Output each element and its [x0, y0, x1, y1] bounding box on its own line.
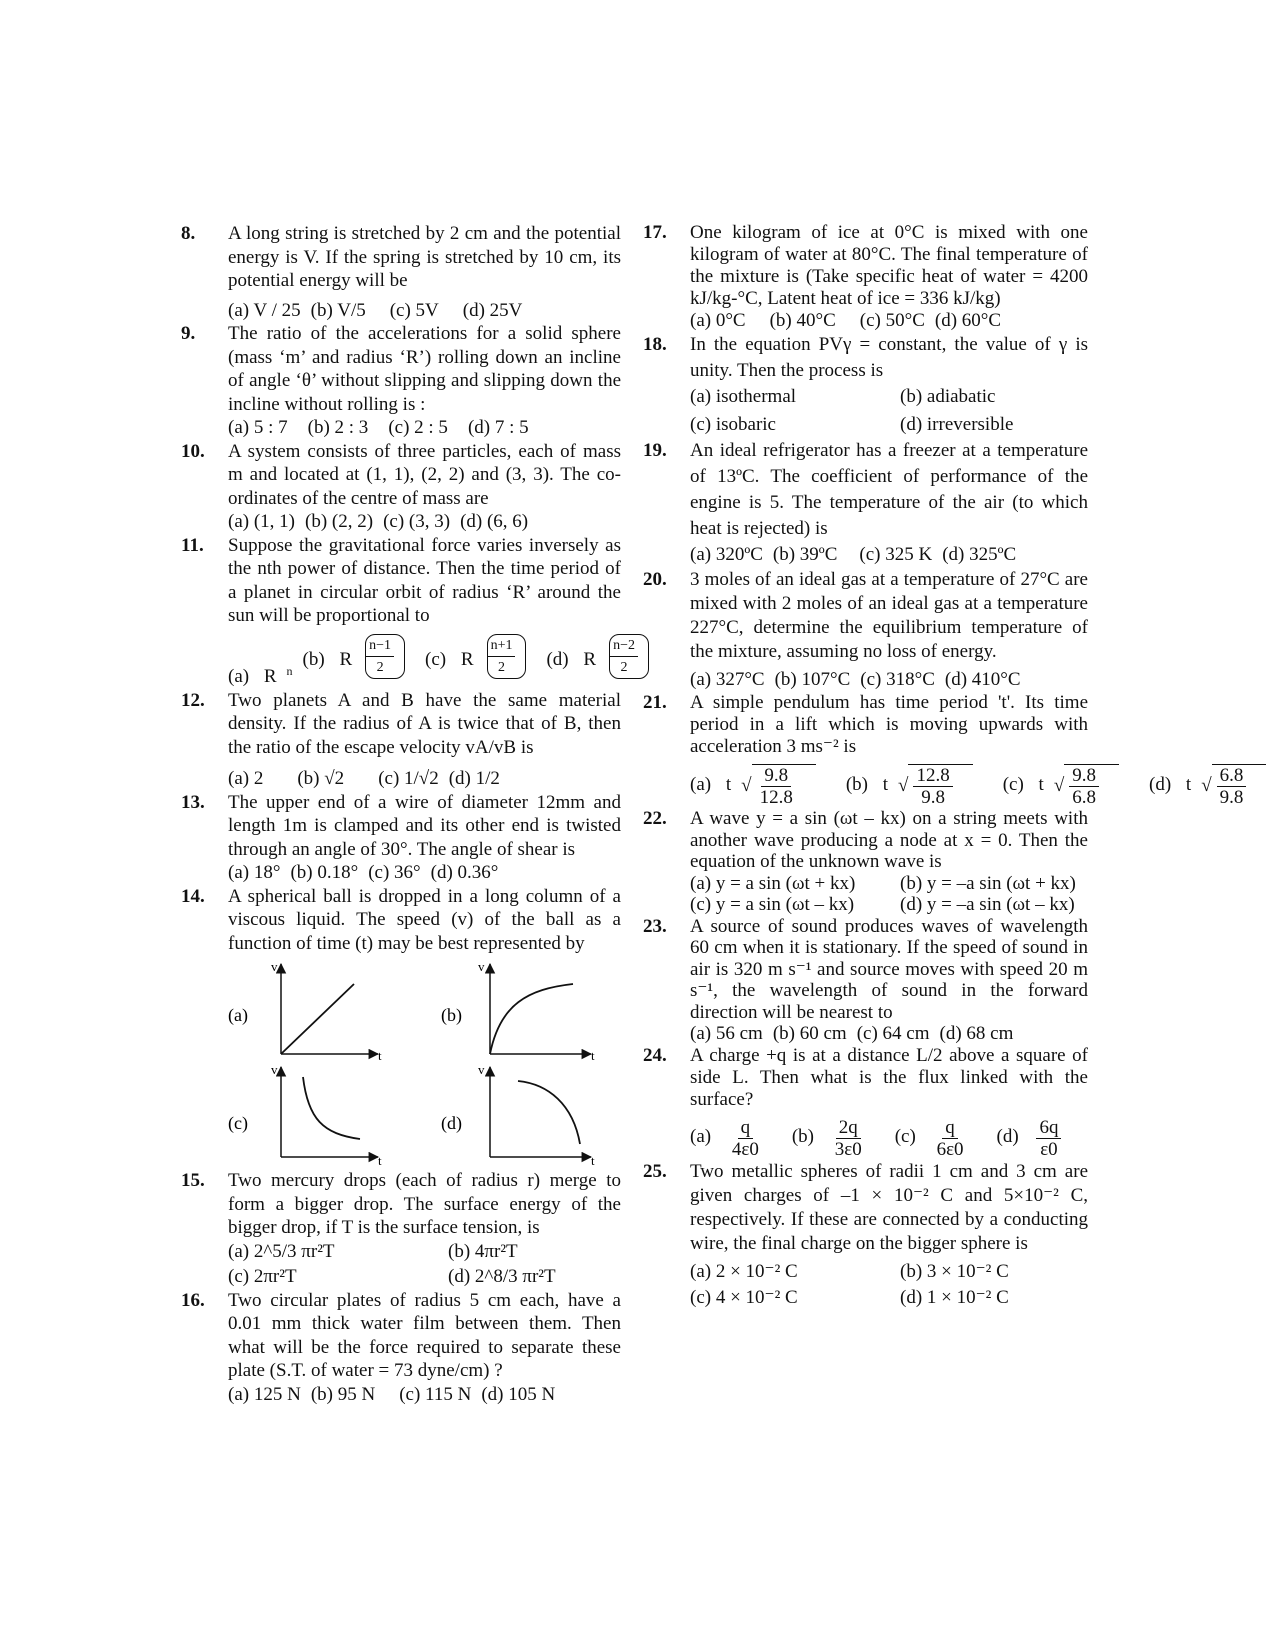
question-number: 17.	[643, 222, 667, 243]
option-a[interactable]: (a) 327°C	[690, 669, 765, 690]
option-d[interactable]: (d) y = –a sin (ωt – kx)	[900, 894, 1075, 915]
option-d[interactable]: (d) 7 : 5	[467, 417, 529, 438]
option-d[interactable]: (d) irreversible	[900, 414, 1014, 435]
option-c[interactable]: (c) isobaric	[690, 414, 776, 435]
option-c[interactable]: (c) 5V	[389, 299, 439, 321]
question-number: 22.	[643, 808, 667, 829]
option-a[interactable]: (a) V / 25	[228, 299, 301, 321]
option-c[interactable]: (c) (3, 3)	[383, 511, 451, 532]
question-text: Two mercury drops (each of radius r) merge to form a bigger drop. The surface energy of the bigger drop, if T is the surface tension, is	[228, 1170, 621, 1238]
graph-b-label[interactable]: (b)	[441, 1005, 462, 1025]
option-d[interactable]: (d) t √ $\frac{6.8}{9.8}$	[1149, 764, 1275, 808]
option-a[interactable]: (a) y = a sin (ωt + kx)	[690, 872, 856, 894]
graph-c-v-label: v	[271, 1062, 278, 1077]
graph-b-v-label: v	[478, 959, 485, 974]
question-number: 20.	[643, 569, 667, 590]
option-d[interactable]: (d) R $\frac{n-2}{2}$	[546, 634, 659, 689]
graph-d-label[interactable]: (d)	[441, 1113, 462, 1133]
option-d[interactable]: (d) 2^8/3 πr²T	[448, 1266, 556, 1287]
question-15	[181, 1169, 621, 1289]
option-c[interactable]: (c) 2πr²T	[228, 1266, 297, 1287]
question-number: 8.	[181, 223, 196, 244]
option-b[interactable]: (b) √2	[297, 768, 345, 789]
graph-options	[228, 959, 621, 1169]
option-d[interactable]: (d) 68 cm	[939, 1023, 1014, 1044]
option-c[interactable]: (c) R $\frac{n+1}{2}$	[425, 634, 536, 689]
options	[228, 767, 621, 791]
graph-b-t-label: t	[591, 1048, 595, 1063]
option-b[interactable]: (b) (2, 2)	[305, 511, 374, 532]
question-25	[643, 1160, 1088, 1310]
question-text: In the equation PVγ = constant, the value of γ is unity. Then the process is	[690, 334, 1088, 381]
question-14	[181, 885, 621, 1170]
graph-a-label[interactable]: (a)	[228, 1005, 248, 1025]
question-24	[643, 1045, 1088, 1160]
graph-a-t-label: t	[378, 1048, 382, 1063]
question-number: 23.	[643, 915, 667, 937]
options	[690, 310, 1088, 332]
question-8	[181, 222, 621, 322]
option-a[interactable]: (a) 56 cm	[690, 1023, 763, 1044]
question-16	[181, 1289, 621, 1407]
options	[690, 764, 1244, 808]
option-b[interactable]: (b) 3 × 10⁻² C	[900, 1260, 1009, 1282]
options	[690, 1260, 1088, 1310]
option-a[interactable]: (a) 18°	[228, 862, 281, 883]
question-12	[181, 689, 621, 791]
option-c[interactable]: (c) 50°C	[859, 310, 925, 331]
option-d[interactable]: (d) (6, 6)	[460, 511, 529, 532]
option-b[interactable]: (b) 4πr²T	[448, 1240, 518, 1262]
options	[228, 1240, 621, 1289]
option-c[interactable]: (c) $\frac{q}{6\varepsilon 0}$	[894, 1116, 964, 1160]
option-a[interactable]: (a) 2	[228, 768, 264, 789]
question-text: The ratio of the accelerations for a solid sphere (mass ‘m’ and radius ‘R’) rolling down an incline of angle ‘θ’ without slipping and slipping down the incline without rolling is :	[228, 323, 621, 415]
options	[228, 416, 621, 440]
options	[228, 1383, 621, 1407]
question-number: 11.	[181, 534, 204, 556]
question-text: Suppose the gravitational force varies inversely as the nth power of distance. Then the time period of a planet in circular orbit of radius ‘R’ around the sun will be proportional to	[228, 534, 621, 626]
question-20	[643, 568, 1088, 692]
question-number: 15.	[181, 1170, 205, 1191]
option-a[interactable]: (a) 2^5/3 πr²T	[228, 1240, 335, 1262]
graph-a-curve	[281, 984, 354, 1054]
option-c[interactable]: (c) 115 N	[399, 1383, 472, 1405]
option-d[interactable]: (d) $\frac{6q}{\varepsilon 0}$	[997, 1117, 1082, 1160]
velocity-time-graphs	[228, 959, 623, 1169]
option-b[interactable]: (b) t √ $\frac{12.8}{9.8}$	[846, 764, 993, 808]
option-a[interactable]: (a) (1, 1)	[228, 511, 295, 532]
option-c[interactable]: (c) t √ $\frac{9.8}{6.8}$	[1003, 764, 1139, 808]
option-a[interactable]: (a) 0°C	[690, 310, 746, 331]
option-a[interactable]: (a) 2 × 10⁻² C	[690, 1260, 798, 1282]
question-number: 21.	[643, 692, 667, 713]
option-d[interactable]: (d) 325ºC	[942, 544, 1017, 565]
question-19	[643, 438, 1088, 568]
options	[228, 634, 635, 689]
option-c[interactable]: (c) 1/√2	[378, 768, 439, 789]
question-number: 19.	[643, 440, 667, 461]
question-text: A spherical ball is dropped in a long column of a viscous liquid. The speed (v) of the ball as a function of time (t) may be best represented by	[228, 885, 621, 954]
question-text: A long string is stretched by 2 cm and the potential energy is V. If the spring is stretched by 10 cm, its potential energy will be	[228, 223, 621, 291]
option-a[interactable]: (a) t √ $\frac{9.8}{12.8}$	[690, 764, 836, 808]
option-c[interactable]: (c) y = a sin (ωt – kx)	[690, 894, 855, 915]
question-17	[643, 222, 1088, 332]
option-c[interactable]: (c) 325 K	[859, 544, 933, 565]
question-23	[643, 916, 1088, 1045]
option-c[interactable]: (c) 318°C	[860, 669, 935, 690]
options	[690, 668, 1088, 692]
graph-c-t-label: t	[378, 1153, 382, 1168]
question-number: 14.	[181, 885, 205, 907]
option-b[interactable]: (b) 95 N	[310, 1383, 376, 1405]
option-c[interactable]: (c) 2 : 5	[388, 417, 448, 438]
options	[690, 1117, 1088, 1160]
question-21	[643, 692, 1244, 808]
question-text: The upper end of a wire of diameter 12mm and length 1m is clamped and its other end is twisted through an angle of 30°. The angle of shear is	[228, 791, 621, 860]
question-13	[181, 791, 621, 885]
option-a[interactable]: (a) 5 : 7	[228, 417, 288, 438]
question-number: 25.	[643, 1160, 667, 1182]
question-text: A charge +q is at a distance L/2 above a square of side L. Then what is the flux linked with the surface?	[690, 1044, 1088, 1110]
graph-d-t-label: t	[591, 1153, 595, 1168]
graph-c-curve	[303, 1077, 360, 1139]
question-10	[181, 440, 621, 534]
graph-a-v-label: v	[271, 959, 278, 974]
question-number: 12.	[181, 689, 205, 711]
question-text: One kilogram of ice at 0°C is mixed with one kilogram of water at 80°C. The final temperature of the mixture is (Take specific heat of water = 4200 kJ/kg-°C, Latent heat of ice = 336 kJ/kg)	[690, 222, 1088, 309]
option-c[interactable]: (c) 36°	[368, 862, 421, 883]
option-b[interactable]: (b) 107°C	[774, 669, 851, 690]
question-text: Two circular plates of radius 5 cm each, have a 0.01 mm thick water film between them. Then what will be the force required to separate these plate (S.T. of water = 73 dyne/cm) ?	[228, 1289, 621, 1381]
question-text: A source of sound produces waves of wavelength 60 cm when it is stationary. If the speed of sound in air is 320 m s⁻¹ and source moves with speed 20 m s⁻¹, the wavelength of sound in the forward direction will be nearest to	[690, 915, 1088, 1023]
options	[228, 299, 621, 323]
graph-d-curve	[518, 1081, 580, 1144]
question-9	[181, 322, 621, 440]
question-number: 24.	[643, 1044, 667, 1066]
option-d[interactable]: (d) 0.36°	[430, 862, 499, 883]
option-b[interactable]: (b) $\frac{2q}{3\varepsilon 0}$	[791, 1116, 862, 1160]
options	[690, 384, 1088, 438]
question-11	[181, 534, 635, 689]
question-text: Two planets A and B have the same material density. If the radius of A is twice that of B, then the ratio of the escape velocity vA/vB is	[228, 689, 621, 758]
question-text: A system consists of three particles, each of mass m and located at (1, 1), (2, 2) and (3, 3). The co-ordinates of the centre of mass are	[228, 440, 621, 509]
question-number: 16.	[181, 1289, 205, 1311]
option-b[interactable]: (b) adiabatic	[900, 386, 996, 407]
graph-c-label[interactable]: (c)	[228, 1113, 248, 1133]
option-d[interactable]: (d) 1 × 10⁻² C	[900, 1286, 1009, 1308]
option-c[interactable]: (c) 64 cm	[856, 1023, 930, 1044]
question-text: A wave y = a sin (ωt – kx) on a string meets with another wave producing a node at x = 0. Then the equation of the unknown wave is	[690, 808, 1088, 872]
option-b[interactable]: (b) y = –a sin (ωt + kx)	[900, 872, 1076, 894]
option-b[interactable]: (b) R $\frac{n-1}{2}$	[303, 634, 416, 689]
question-18	[643, 332, 1088, 438]
option-a[interactable]: (a) 320ºC	[690, 544, 763, 565]
right-column	[643, 222, 1244, 1310]
graph-b-curve	[490, 984, 573, 1054]
option-b[interactable]: (b) 60 cm	[772, 1023, 847, 1044]
graph-d-v-label: v	[478, 1062, 485, 1077]
option-a[interactable]: (a) R $^n$	[228, 663, 293, 687]
option-d[interactable]: (d) 1/2	[448, 768, 500, 789]
options	[690, 1023, 1088, 1045]
question-22	[643, 808, 1088, 916]
options	[228, 861, 621, 885]
option-a[interactable]: (a) 125 N	[228, 1383, 301, 1405]
question-text: An ideal refrigerator has a freezer at a temperature of 13ºC. The coefficient of performance of the engine is 5. The temperature of the air (to which heat is rejected) is	[690, 440, 1088, 539]
question-number: 9.	[181, 323, 196, 344]
option-b[interactable]: (b) V/5	[310, 299, 366, 321]
question-text: A simple pendulum has time period 't'. Its time period in a lift which is moving upwards with acceleration 3 ms⁻² is	[690, 692, 1088, 757]
option-b[interactable]: (b) 40°C	[769, 310, 836, 331]
option-d[interactable]: (d) 60°C	[934, 310, 1002, 331]
question-number: 13.	[181, 791, 205, 813]
option-d[interactable]: (d) 410°C	[944, 669, 1021, 690]
question-text: Two metallic spheres of radii 1 cm and 3 cm are given charges of –1 × 10⁻² C and 5×10⁻² C, respectively. If these are connected by a conducting wire, the final charge on the bigger sphere is	[690, 1160, 1088, 1254]
options	[690, 873, 1088, 916]
question-number: 10.	[181, 440, 205, 462]
option-b[interactable]: (b) 0.18°	[290, 862, 359, 883]
option-a[interactable]: (a) isothermal	[690, 386, 797, 407]
question-text: 3 moles of an ideal gas at a temperature of 27°C are mixed with 2 moles of an ideal gas at a temperature 227°C, determine the equilibrium temperature of the mixture, assuming no loss of energy.	[690, 569, 1088, 662]
option-d[interactable]: (d) 105 N	[481, 1383, 556, 1405]
option-b[interactable]: (b) 39ºC	[772, 544, 838, 565]
option-c[interactable]: (c) 4 × 10⁻² C	[690, 1286, 798, 1308]
option-b[interactable]: (b) 2 : 3	[307, 417, 369, 438]
options	[690, 542, 1088, 568]
left-column	[181, 222, 635, 1406]
options	[228, 510, 621, 534]
question-number: 18.	[643, 334, 667, 355]
option-d[interactable]: (d) 25V	[462, 299, 523, 321]
option-a[interactable]: (a) $\frac{q}{4\varepsilon 0}$	[690, 1116, 759, 1160]
